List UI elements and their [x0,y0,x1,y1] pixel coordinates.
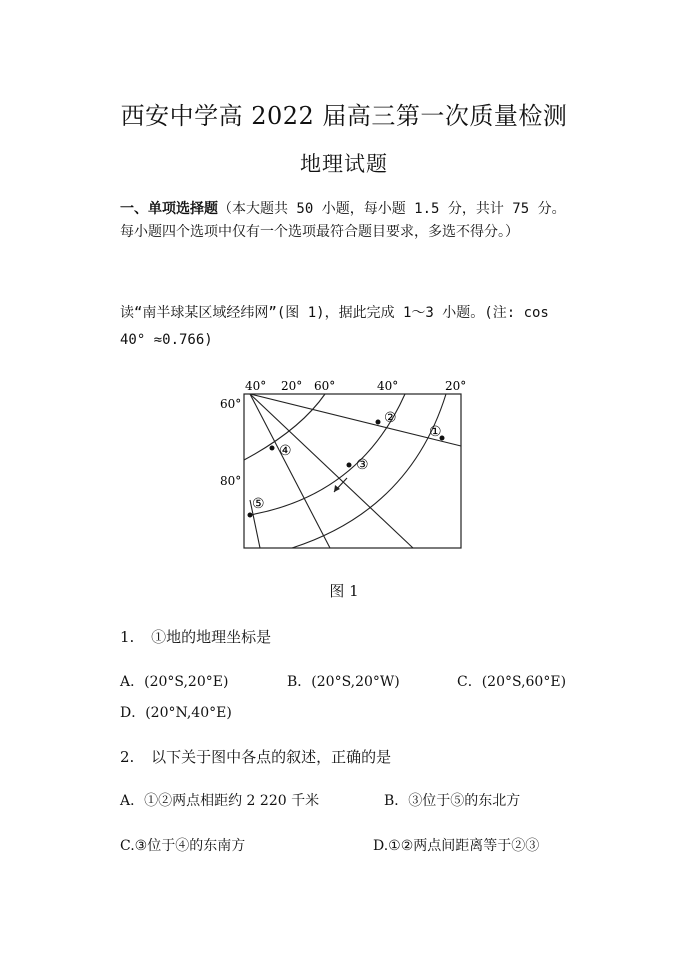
section-instructions-1: （本大题共 50 小题，每小题 1.5 分，共计 75 分。 [218,201,566,217]
exam-subtitle: 地理试题 [300,152,388,176]
point-4-dot [270,446,275,451]
left-label-80: 80° [220,474,242,488]
parallel-20-arc [292,394,446,548]
question-2-number: 2. [120,748,135,766]
intro-line-1: 读“南半球某区域经纬网”(图 1)，据此完成 1～3 小题。(注: cos [120,305,549,321]
q1-option-c[interactable]: C．(20°S,60°E) [457,674,567,690]
figure-caption: 图 1 [329,582,359,600]
top-label-20a: 20° [281,379,303,393]
point-2-dot [376,420,381,425]
point-label-5: ⑤ [252,496,265,512]
q2-option-c[interactable]: C.③位于④的东南方 [120,838,246,854]
question-1 [120,626,271,647]
top-label-40w: 40° [245,379,267,393]
point-5-dot [248,513,253,518]
intro-line-2: 40° ≈0.766) [120,332,213,348]
point-3-dot [347,463,352,468]
top-label-60: 60° [314,379,336,393]
section-heading: 一、单项选择题 [120,201,218,217]
q2-option-a[interactable]: A．①②两点相距约 2 220 千米 [120,793,320,809]
point-label-2: ② [384,410,397,426]
meridian-3 [250,394,330,548]
top-label-20b: 20° [445,379,467,393]
question-1-number: 1. [120,628,135,646]
question-2 [120,746,391,767]
parallel-40-arc [250,394,405,515]
section-heading-line [120,198,566,218]
left-label-60: 60° [220,397,242,411]
graticule-figure [210,370,480,562]
q2-option-d[interactable]: D.①②两点间距离等于②③ [373,838,540,854]
question-2-stem: 以下关于图中各点的叙述，正确的是 [151,748,392,766]
top-label-40: 40° [377,379,399,393]
q1-option-d[interactable]: D．(20°N,40°E) [120,705,232,721]
point-label-1: ① [429,424,442,440]
section-instructions-2: 每小题四个选项中仅有一个选项最符合题目要求，多选不得分。） [120,224,519,240]
figure-frame [244,394,461,548]
point-label-3: ③ [356,457,369,473]
question-1-stem: ①地的地理坐标是 [151,628,272,646]
q1-option-a[interactable]: A．(20°S,20°E) [120,674,229,690]
exam-title: 西安中学高 2022 届高三第一次质量检测 [120,102,568,130]
q2-option-b[interactable]: B．③位于⑤的东北方 [384,793,521,809]
point-label-4: ④ [279,443,292,459]
q1-option-b[interactable]: B．(20°S,20°W) [287,674,400,690]
